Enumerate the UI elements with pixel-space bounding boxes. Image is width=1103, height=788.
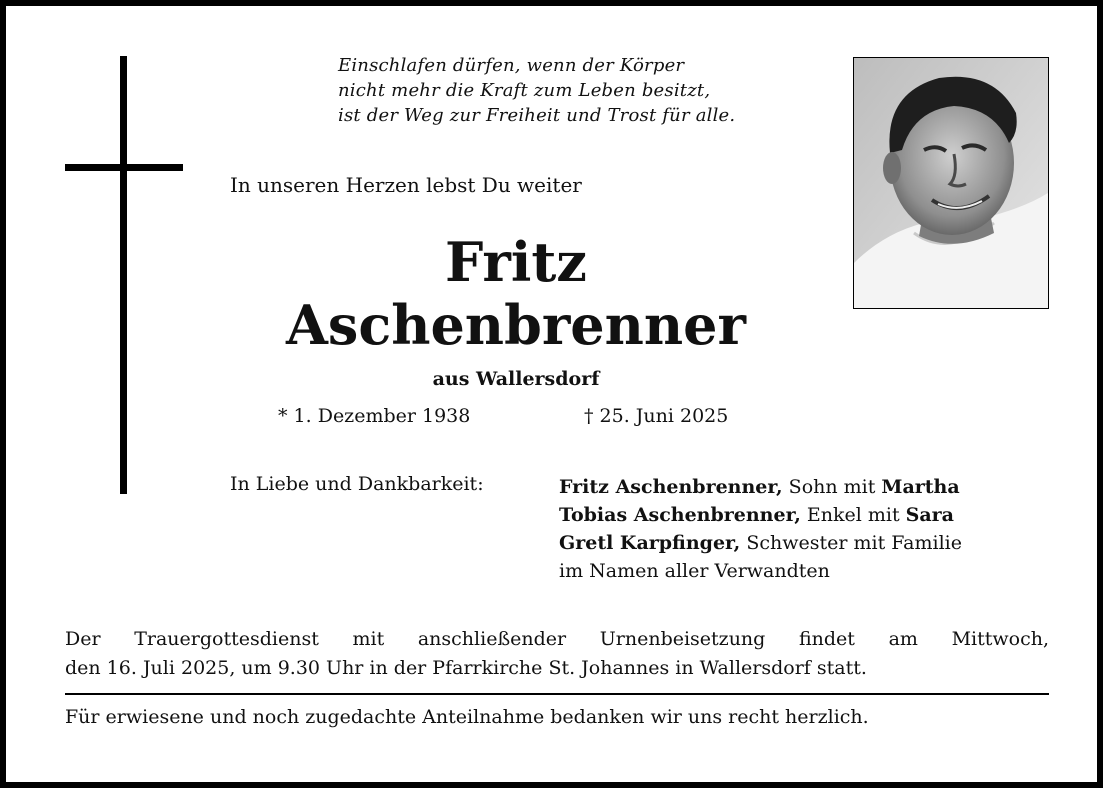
portrait-photo	[853, 57, 1049, 309]
cross-vertical-bar	[120, 56, 127, 494]
intro-line: In unseren Herzen lebst Du weiter	[230, 173, 582, 197]
mourner-relation: Sohn mit	[782, 476, 882, 498]
birth-date: * 1. Dezember 1938	[278, 405, 471, 427]
mourner-name: Gretl Karpfinger,	[559, 532, 741, 554]
portrait-image	[854, 58, 1048, 308]
service-line: Der Trauergottesdienst mit anschließender Urnenbeisetzung findet am Mittwoch,	[65, 628, 1049, 650]
poem-line: Einschlafen dürfen, wenn der Körper	[338, 55, 685, 76]
deceased-first-name: Fritz	[445, 230, 587, 294]
poem-line: nicht mehr die Kraft zum Leben besitzt,	[338, 80, 711, 101]
mourner-relation: im Namen aller Verwandten	[559, 560, 830, 582]
mourners-list	[559, 473, 962, 585]
mourner-entry	[559, 557, 962, 585]
divider	[65, 693, 1049, 695]
poem-line: ist der Weg zur Freiheit und Trost für alle.	[338, 105, 736, 126]
mourner-name: Fritz Aschenbrenner,	[559, 476, 783, 498]
mourner-entry	[559, 501, 962, 529]
cross-horizontal-bar	[65, 164, 183, 171]
mourner-relation: Enkel mit	[800, 504, 906, 526]
thanks-line: Für erwiesene und noch zugedachte Anteilnahme bedanken wir uns recht herzlich.	[65, 706, 869, 728]
mourner-entry	[559, 473, 962, 501]
death-date: † 25. Juni 2025	[584, 405, 729, 427]
service-announcement	[65, 625, 1049, 683]
mourners-label: In Liebe und Dankbarkeit:	[230, 473, 484, 495]
mourner-partner: Sara	[905, 504, 954, 526]
deceased-origin: aus Wallersdorf	[432, 368, 600, 390]
mourner-partner: Martha	[881, 476, 960, 498]
deceased-last-name: Aschenbrenner	[286, 293, 746, 357]
mourner-entry	[559, 529, 962, 557]
mourner-name: Tobias Aschenbrenner,	[559, 504, 801, 526]
mourner-relation: Schwester mit Familie	[740, 532, 962, 554]
poem	[338, 53, 838, 128]
service-line: den 16. Juli 2025, um 9.30 Uhr in der Pfarrkirche St. Johannes in Wallersdorf statt.	[65, 657, 867, 679]
